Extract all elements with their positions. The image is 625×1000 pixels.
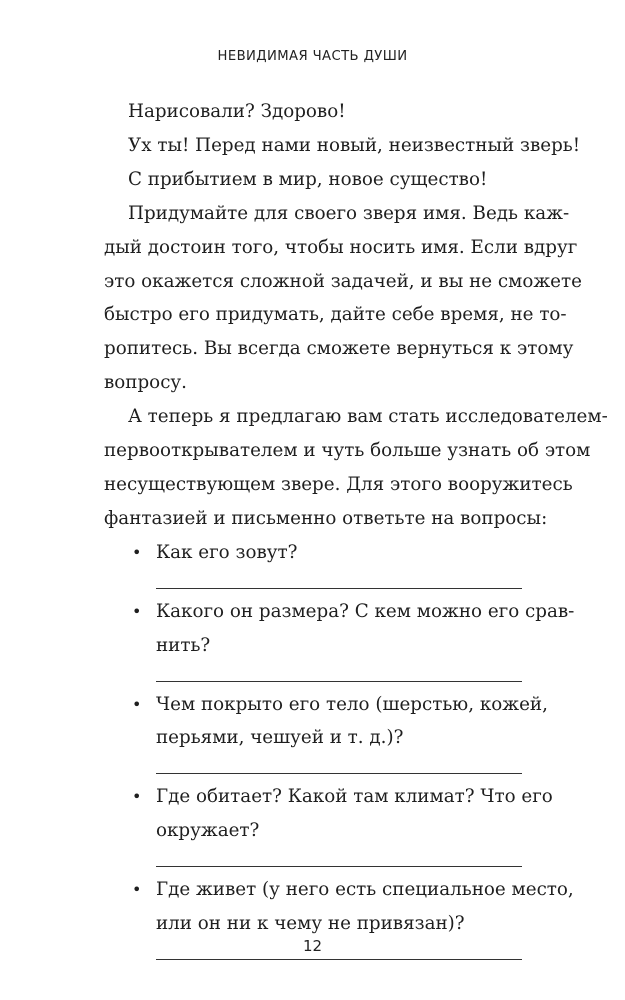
question-list	[104, 595, 575, 663]
paragraph-line: быстро его придумать, дайте себе время, не то-	[104, 304, 567, 326]
question-text: нить?	[156, 634, 211, 656]
question-list	[104, 536, 522, 570]
paragraph	[104, 95, 522, 129]
question-list	[104, 873, 574, 941]
page-body	[104, 95, 608, 960]
answer-line[interactable]	[156, 588, 522, 589]
paragraph-line: Ух ты! Перед нами новый, неизвестный зверь!	[128, 134, 581, 156]
question-text: Какого он размера? С кем можно его срав-	[156, 600, 575, 622]
question-item	[104, 873, 574, 941]
bullet-icon: •	[132, 601, 142, 621]
question-item	[104, 780, 553, 848]
paragraph-line: это окажется сложной задачей, и вы не сможете	[104, 270, 582, 292]
running-head-title: НЕВИДИМАЯ ЧАСТЬ ДУШИ	[217, 49, 408, 64]
paragraph-line: дый достоин того, чтобы носить имя. Если вдруг	[104, 236, 578, 258]
question-text: Как его зовут?	[156, 541, 298, 563]
question-text: Чем покрыто его тело (шерстью, кожей,	[156, 693, 548, 715]
question-text: перьями, чешуей и т. д.)?	[156, 727, 404, 749]
question-text: Где обитает? Какой там климат? Что его	[156, 786, 553, 808]
paragraph-line: первооткрывателем и чуть больше узнать об этом	[104, 440, 591, 462]
paragraph	[104, 400, 608, 536]
question-text: Где живет (у него есть специальное место,	[156, 879, 574, 901]
paragraph-line: Придумайте для своего зверя имя. Ведь каж-	[128, 202, 570, 224]
paragraph-line: вопросу.	[104, 372, 187, 394]
answer-line[interactable]	[156, 866, 522, 867]
question-item	[104, 688, 548, 756]
bullet-icon: •	[132, 694, 142, 714]
bullet-icon: •	[132, 880, 142, 900]
paragraph-line: ропитесь. Вы всегда сможете вернуться к этому	[104, 338, 574, 360]
question-list	[104, 688, 548, 756]
paragraph-line: несуществующем звере. Для этого вооружитесь	[104, 473, 573, 495]
answer-line[interactable]	[156, 773, 522, 774]
answer-line[interactable]	[156, 959, 522, 960]
paragraph-line: Нарисовали? Здорово!	[128, 101, 346, 122]
page-number: 12	[302, 937, 323, 955]
paragraph-line: А теперь я предлагаю вам стать исследователем-	[128, 406, 608, 428]
question-item	[104, 536, 522, 570]
question-item	[104, 595, 575, 663]
question-text: окружает?	[156, 820, 260, 842]
paragraph	[104, 163, 522, 197]
bullet-icon: •	[132, 787, 142, 807]
paragraph	[104, 197, 582, 400]
question-text: или он ни к чему не привязан)?	[156, 913, 465, 935]
paragraph-line: фантазией и письменно ответьте на вопросы:	[104, 507, 548, 529]
answer-line[interactable]	[156, 681, 522, 682]
paragraph-line: С прибытием в мир, новое существо!	[128, 168, 488, 190]
paragraph	[104, 129, 581, 163]
question-list	[104, 780, 553, 848]
bullet-icon: •	[132, 542, 142, 562]
